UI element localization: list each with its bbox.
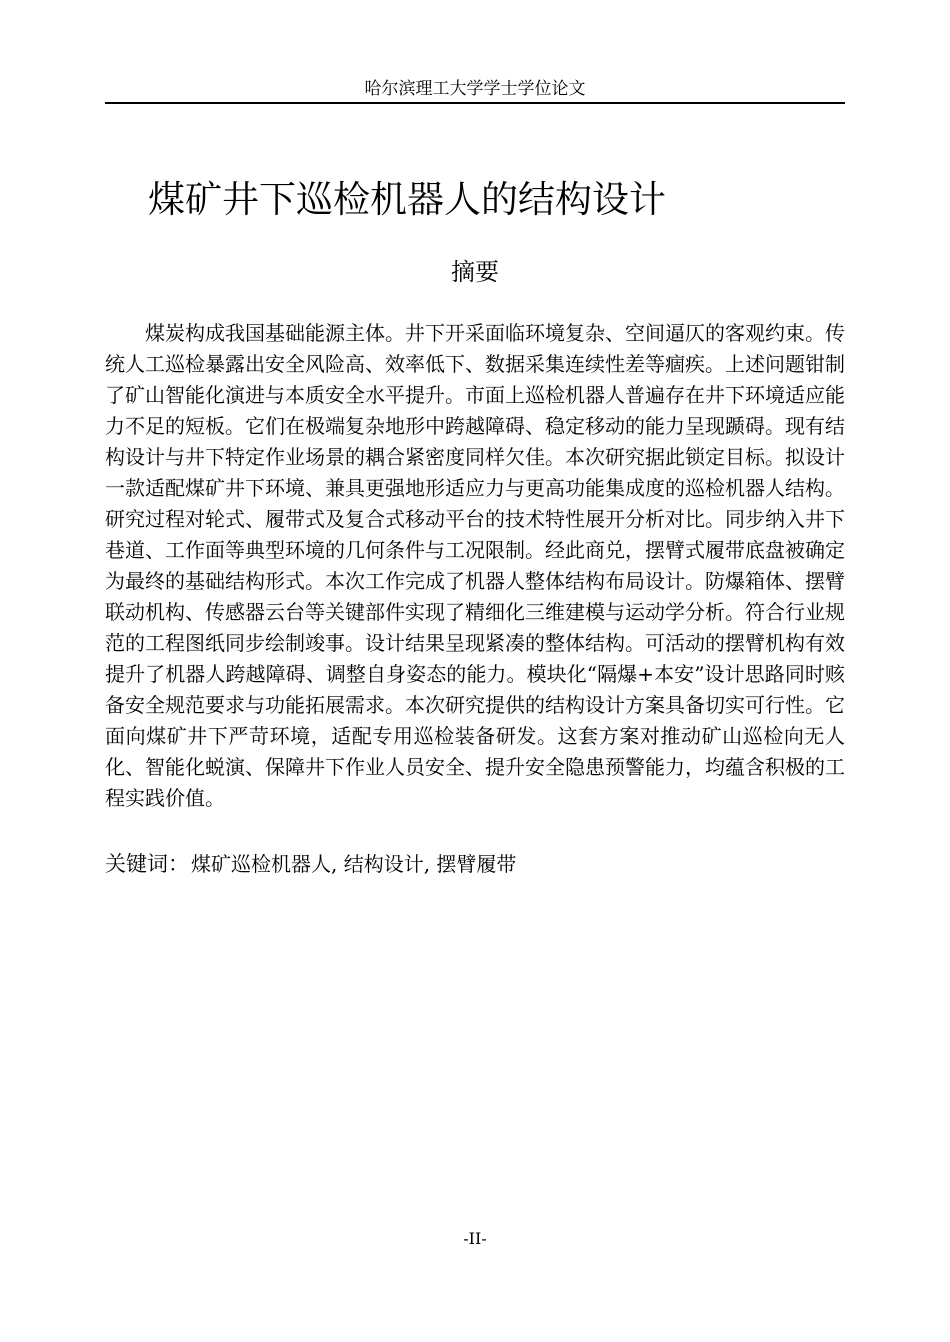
page-number: -II-: [463, 1229, 487, 1248]
header-rule: [105, 102, 845, 104]
document-title: 煤矿井下巡检机器人的结构设计: [148, 178, 666, 221]
keywords-value: 煤矿巡检机器人, 结构设计, 摆臂履带: [191, 852, 517, 876]
abstract-body: 煤炭构成我国基础能源主体。井下开采面临环境复杂、空间逼仄的客观约束。传统人工巡检暴露出安全风险高、效率低下、数据采集连续性差等痼疾。上述问题钳制了矿山智能化演进与本质安全水平提升。市面上巡检机器人普遍存在井下环境适应能力不足的短板。它们在极端复杂地形中跨越障碍、稳定移动的能力呈现踬碍。现有结构设计与井下特定作业场景的耦合紧密度同样欠佳。本次研究据此锁定目标。拟设计一款适配煤矿井下环境、兼具更强地形适应力与更高功能集成度的巡检机器人结构。研究过程对轮式、履带式及复合式移动平台的技术特性展开分析对比。同步纳入井下巷道、工作面等典型环境的几何条件与工况限制。经此商兑，摆臂式履带底盘被确定为最终的基础结构形式。本次工作完成了机器人整体结构布局设计。防爆箱体、摆臂联动机构、传感器云台等关键部件实现了精细化三维建模与运动学分析。符合行业规范的工程图纸同步绘制竣事。设计结果呈现紧凑的整体结构。可活动的摆臂机构有效提升了机器人跨越障碍、调整自身姿态的能力。模块化“隔爆+本安”设计思路同时赅备安全规范要求与功能拓展需求。本次研究提供的结构设计方案具备切实可行性。它面向煤矿井下严苛环境，适配专用巡检装备研发。这套方案对推动矿山巡检向无人化、智能化蜕演、保障井下作业人员安全、提升安全隐患预警能力，均蕴含积极的工程实践价值。: [105, 321, 845, 810]
keywords-line: [105, 849, 845, 879]
abstract-heading: 摘要: [451, 258, 499, 286]
running-header: 哈尔滨理工大学学士学位论文: [364, 79, 586, 99]
keywords-label: 关键词：: [105, 852, 189, 876]
